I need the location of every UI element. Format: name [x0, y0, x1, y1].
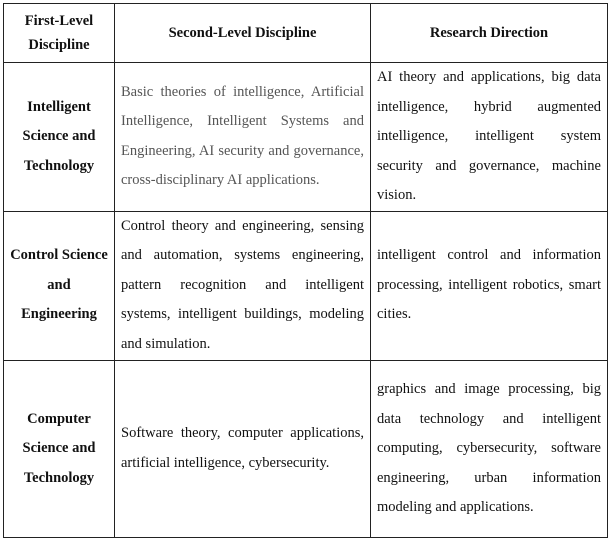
first-level-cell: Computer Science and Technology [4, 360, 115, 537]
first-level-cell: Control Science and Engineering [4, 211, 115, 360]
header-research-direction: Research Direction [371, 4, 608, 63]
second-level-cell: Control theory and engineering, sensing and automation, systems engineering, pattern recognition and intelligent systems, intelligent buildings, modeling and simulation. [115, 211, 371, 360]
table-row [4, 63, 608, 212]
research-direction-cell: intelligent control and information processing, intelligent robotics, smart cities. [371, 211, 608, 360]
first-level-cell: Intelligent Science and Technology [4, 63, 115, 212]
header-first-level: First-Level Discipline [4, 4, 115, 63]
header-row [4, 4, 608, 63]
second-level-cell: Software theory, computer applications, artificial intelligence, cybersecurity. [115, 360, 371, 537]
research-direction-cell: AI theory and applications, big data intelligence, hybrid augmented intelligence, intelligent system security and governance, machine vision. [371, 63, 608, 212]
research-direction-cell: graphics and image processing, big data technology and intelligent computing, cybersecurity, software engineering, urban information modeling and applications. [371, 360, 608, 537]
header-second-level: Second-Level Discipline [115, 4, 371, 63]
table-row [4, 211, 608, 360]
second-level-cell: Basic theories of intelligence, Artificial Intelligence, Intelligent Systems and Engineering, AI security and governance, cross-disciplinary AI applications. [115, 63, 371, 212]
table-row [4, 360, 608, 537]
discipline-table [3, 3, 608, 538]
